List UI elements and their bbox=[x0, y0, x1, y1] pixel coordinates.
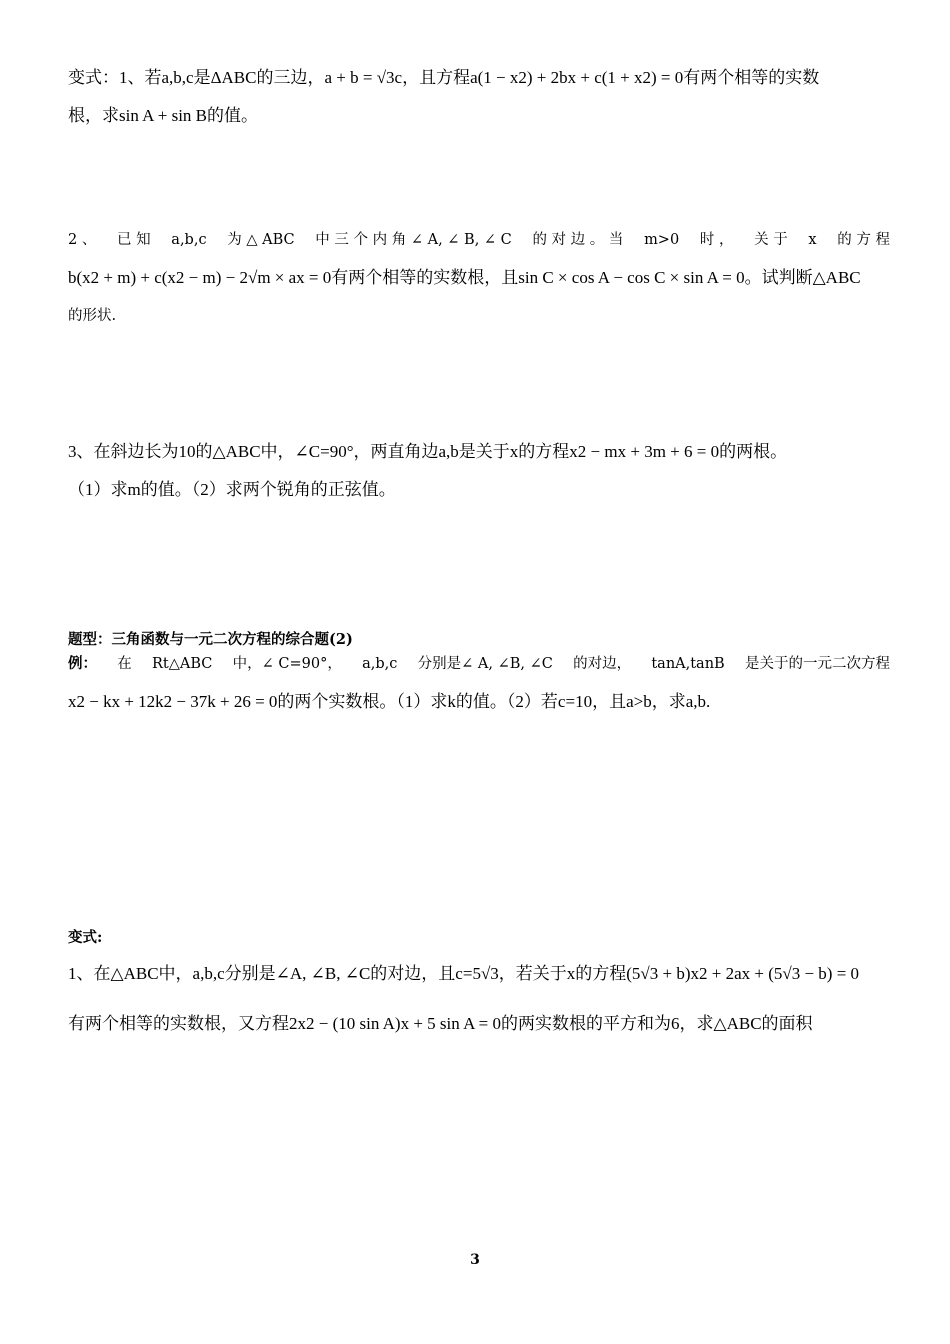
problem-2-word: 时 ， bbox=[699, 232, 734, 248]
problem-2-word: 已 知 bbox=[117, 232, 151, 248]
variant-1-line-1: 变式：1、若a,b,c是ΔABC的三边，a + b = √3c，且方程a(1 − x2) + 2bx + c(1 + x2) = 0有两个相等的实数 bbox=[68, 68, 820, 87]
example-word: Rt△ABC bbox=[152, 656, 213, 672]
variant-block-line-2: 有两个相等的实数根，又方程2x2 − (10 sin A)x + 5 sin A = 0的两实数根的平方和为6，求△ABC的面积 bbox=[68, 1014, 813, 1033]
example-word: 分别是∠ A, ∠B, ∠C bbox=[417, 656, 553, 672]
problem-2-line-2: b(x2 + m) + c(x2 − m) − 2√m × ax = 0有两个相等的实数根，且sin C × cos A − cos C × sin A = 0。试判断△ABC bbox=[68, 268, 861, 287]
example-line-2: x2 − kx + 12k2 − 37k + 26 = 0的两个实数根。（1）求k的值。（2）若c=10，且a>b，求a,b. bbox=[68, 692, 711, 711]
variant-block-label: 变式: bbox=[68, 929, 103, 946]
variant-block-line-1: 1、在△ABC中，a,b,c分别是∠A, ∠B, ∠C的对边，且c=5√3，若关于x的方程(5√3 + b)x2 + 2ax + (5√3 − b) = 0 bbox=[68, 964, 860, 983]
problem-2-word: 关 于 bbox=[754, 232, 788, 248]
problem-2-word: x bbox=[808, 232, 817, 248]
example-word: a,b,c bbox=[362, 656, 398, 672]
page-number: 3 bbox=[470, 1252, 480, 1268]
problem-2-line-1 bbox=[68, 230, 890, 250]
example-word: 是关于的一元二次方程 bbox=[744, 656, 890, 672]
example-word: 的对边， bbox=[573, 656, 632, 672]
problem-3-line-2: （1）求m的值。（2）求两个锐角的正弦值。 bbox=[68, 480, 396, 499]
problem-2-word: 中 三 个 内 角 ∠ A, ∠ B, ∠ C bbox=[315, 232, 512, 248]
section-heading: 题型：三角函数与一元二次方程的综合题(2) bbox=[68, 631, 353, 648]
problem-2-word: 为 △ ABC bbox=[227, 232, 295, 248]
problem-2-word: m>0 bbox=[644, 232, 680, 248]
example-word: tanA,tanB bbox=[651, 656, 725, 672]
problem-2-word: 的 方 程 bbox=[837, 232, 890, 248]
example-word: 在 bbox=[117, 656, 132, 672]
problem-2-word: 2 、 bbox=[68, 232, 97, 248]
example-label: 例： bbox=[68, 655, 97, 672]
problem-2-word: 的 对 边 。 当 bbox=[532, 232, 624, 248]
problem-2-word: a,b,c bbox=[171, 232, 207, 248]
variant-1-line-2: 根，求sin A + sin B的值。 bbox=[68, 106, 259, 125]
problem-3-line-1: 3、在斜边长为10的△ABC中，∠C=90°，两直角边a,b是关于x的方程x2 − mx + 3m + 6 = 0的两根。 bbox=[68, 442, 788, 461]
example-word: 中，∠ C=90°， bbox=[232, 656, 342, 672]
example-line-1 bbox=[68, 654, 890, 674]
problem-2-line-3: 的形状. bbox=[68, 308, 117, 324]
